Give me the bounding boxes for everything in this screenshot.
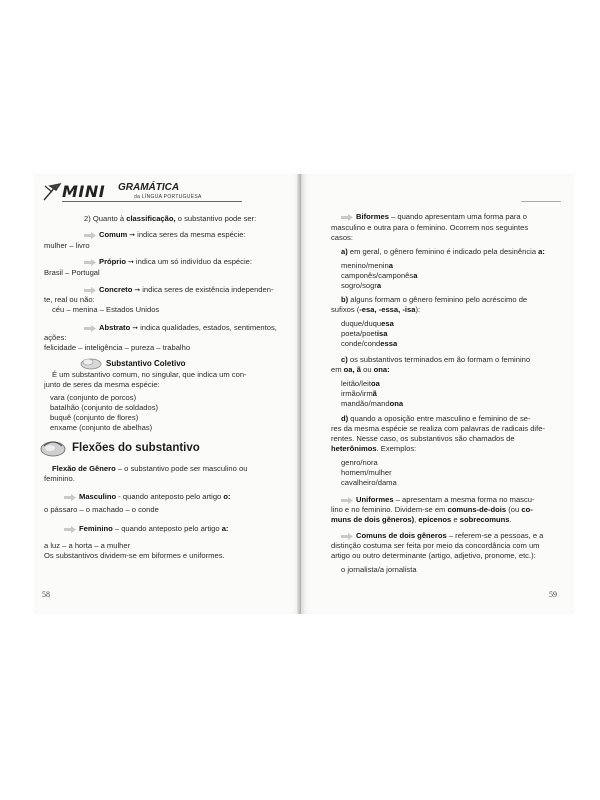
comuns-cont-2: artigo ou outro determinante (artigo, adjetivo, pronome, etc.): [331,551,536,560]
case-b-line: b) alguns formam o gênero feminino pelo acréscimo de [341,295,528,304]
book-logo [42,180,242,206]
case-a-example: sogro/sogra [341,281,382,290]
right-page [301,174,574,614]
feminino-line: Feminino – quando anteposto pelo artigo a: [64,524,228,534]
logo-mini: MINI [62,182,106,201]
comuns-line: Comuns de dois gêneros – referem-se a pessoas, e a [341,531,543,541]
case-a-example: menino/menina [341,261,393,270]
left-page [34,174,301,614]
case-d-cont-2: rentes. Nesse caso, os substantivos são chamados de [331,434,515,443]
arrow-right-icon: ➞ [128,259,134,266]
logo-gramatica: GRAMÁTICA [118,182,180,193]
case-d-cont-3: heterônimos. Exemplos: [331,444,417,453]
coletivo-desc-1: É um substantivo comum, no singular, que indica um con- [52,370,247,379]
arrow-right-icon: ➞ [132,325,139,332]
arrow-bullet-icon [84,287,96,294]
arrow-bullet-icon [341,497,353,504]
case-b-example: duque/duquesa [341,319,394,328]
case-c-line: c) os substantivos terminados em ão formam o feminino [341,355,531,364]
case-d-line: d) quando a oposição entre masculino e feminino de se- [341,414,531,423]
case-d-example: homem/mulher [341,468,392,477]
case-b-example: poeta/poetisa [341,329,388,338]
arrow-bullet-icon [84,259,96,266]
arrow-bullet-icon [84,232,96,239]
coletivo-example: vara (conjunto de porcos) [50,393,137,402]
comum-line: Comum ➞ indica seres da mesma espécie: [84,230,246,241]
uniformes-cont-2: muns de dois gêneros), epicenos e sobrecomuns. [331,515,512,524]
coletivo-desc-2: junto de seres da mesma espécie: [44,380,160,389]
uniformes-line: Uniformes – apresentam a mesma forma no mascu- [341,495,535,505]
proprio-line: Próprio ➞ indica um só indivíduo da espécie: [84,257,252,268]
page-number-right: 59 [549,590,557,599]
masculino-example: o pássaro – o machado – o conde [44,505,159,514]
biformes-cont-2: casos: [331,233,353,242]
coletivo-icon [80,356,102,370]
case-d-cont-1: res da mesma espécie se realiza com palavras de radicais dife- [331,424,545,433]
case-b-example: conde/condessa [341,339,398,348]
arrow-right-icon: ➞ [134,287,141,294]
concreto-example: céu – menina – Estados Unidos [52,305,160,314]
uniformes-cont-1: lino e no feminino. Dividem-se em comuns-de-dois (ou co- [331,505,533,514]
book-spread [34,174,574,614]
comum-example: mulher – livro [44,241,90,250]
proprio-example: Brasil – Portugal [44,268,100,277]
case-b-cont: sufixos (-esa, -essa, -isa): [331,305,421,314]
page-number-left: 58 [42,590,50,599]
case-d-example: cavalheiro/dama [341,478,397,487]
feminino-example: a luz – a horta – a mulher [44,541,131,550]
comuns-cont-1: distinção costuma ser feita por meio da concordância com um [331,541,540,550]
arrow-bullet-icon [341,533,353,540]
flexao-genero-line: Flexão de Gênero – o substantivo pode ser masculino ou [52,464,248,473]
concreto-line: Concreto ➞ indica seres de existência independen- [84,285,274,296]
classificacao-intro: 2) Quanto à classificação, o substantivo pode ser: [84,214,257,223]
concreto-desc-cont: te, real ou não: [44,295,95,304]
case-a-line: a) em geral, o gênero feminino é indicado pela desinência a: [341,247,545,256]
abstrato-example: felicidade – inteligência – pureza – trabalho [44,343,191,352]
arrow-bullet-icon [341,214,353,221]
logo-subtitle: da LÍNGUA PORTUGUESA [134,194,202,200]
arrow-bullet-icon [64,494,76,501]
quill-icon [42,180,62,202]
coletivo-title: Substantivo Coletivo [106,359,186,368]
header-rule-right [521,201,561,202]
abstrato-line: Abstrato ➞ indica qualidades, estados, sentimentos, [84,323,277,334]
arrow-right-icon: ➞ [129,232,136,239]
biformes-cont-1: masculino e outra para o feminino. Ocorrem nos seguintes [331,223,529,232]
arrow-bullet-icon [64,526,76,533]
case-a-example: camponês/camponêsa [341,271,418,280]
closing-sentence: Os substantivos dividem-se em biformes e uniformes. [44,551,225,560]
flexao-genero-cont: feminino. [44,474,75,483]
case-c-example: irmão/irmã [341,389,377,398]
case-c-example: mandão/mandona [341,399,404,408]
header-rule [62,201,242,202]
case-c-example: leitão/leitoa [341,379,380,388]
flexoes-heading: Flexões do substantivo [72,442,200,454]
case-d-example: genro/nora [341,458,378,467]
masculino-line: Masculino - quando anteposto pelo artigo o: [64,492,231,502]
coletivo-example: buquê (conjunto de flores) [50,413,139,422]
comuns-example: o jornalista/a jornalista [341,565,417,574]
coletivo-example: enxame (conjunto de abelhas) [50,423,153,432]
biformes-line: Biformes – quando apresentam uma forma para o [341,212,527,222]
flexoes-icon [40,438,66,458]
case-c-cont: em oa, ã ou ona: [331,365,390,374]
arrow-bullet-icon [84,325,96,332]
coletivo-example: batalhão (conjunto de soldados) [50,403,159,412]
abstrato-desc-cont: ações: [44,333,67,342]
